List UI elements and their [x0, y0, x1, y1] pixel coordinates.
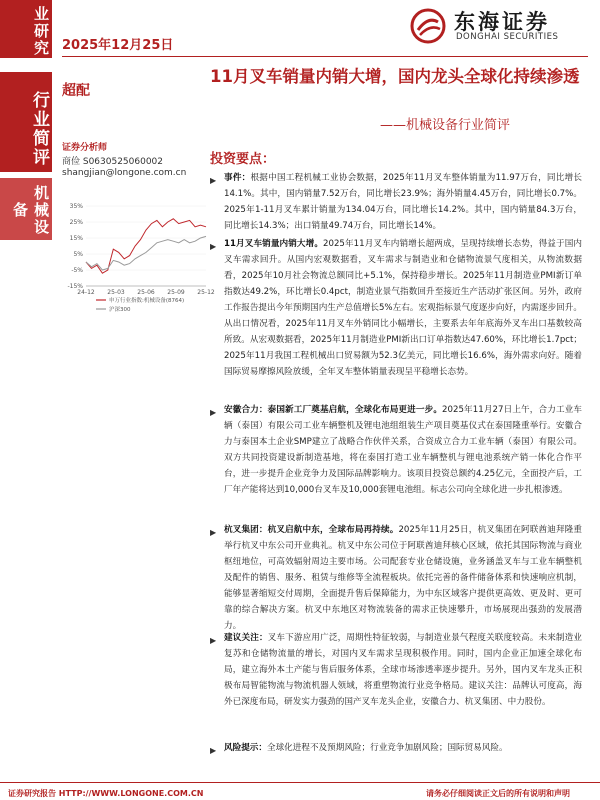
report-subtitle: ——机械设备行业简评	[380, 118, 511, 133]
logo-name-cn: 东海证券	[454, 10, 550, 34]
point-anhui-heli-bold: 安徽合力：泰国新工厂奠基启航，全球化布局更进一步。	[224, 405, 443, 415]
report-date: 2025年12月25日	[62, 38, 174, 53]
bullet-icon: ▶	[210, 242, 217, 251]
industry-rating: 超配	[62, 83, 90, 99]
bullet-icon: ▶	[210, 528, 217, 537]
strip-mid-text: 行业简评	[29, 91, 49, 167]
y-tick-label: 5%	[73, 251, 83, 258]
point-event	[210, 170, 582, 234]
footer-right: 请务必仔细阅读正文后的所有说明和声明	[426, 789, 570, 798]
point-suggestion	[210, 630, 582, 710]
index-chart-svg	[60, 200, 215, 320]
legend-label: 申万行业指数:机械设备(8764)	[109, 298, 185, 304]
logo-name-en: DONGHAI SECURITIES	[456, 32, 559, 42]
x-tick-label: 25-03	[107, 289, 125, 296]
y-tick-label: 15%	[69, 235, 83, 242]
strip-top-text: 业研究	[32, 5, 50, 57]
bullet-icon: ▶	[210, 636, 217, 645]
y-tick-label: 35%	[69, 203, 83, 210]
company-logo	[410, 4, 595, 46]
point-domestic-sales-bold: 11月叉车销量内销大增。	[224, 239, 324, 249]
y-tick-label: 25%	[69, 219, 83, 226]
section-heading: 投资要点：	[210, 152, 276, 167]
point-risk	[210, 740, 582, 756]
donghai-logo-icon	[410, 8, 446, 44]
bullet-icon: ▶	[210, 408, 217, 417]
point-event-text: 根据中国工程机械工业协会数据，2025年11月叉车整体销量为11.97万台，同比增长14.1%。其中，国内销量7.52万台，同比增长23.9%；海外销量4.45万台，同比增长0.7%。2025年1-11月叉车累计销量为134.04万台，同比增长14.2%。其中，国内销量84.3万台，同比增长14.3%；出口销量49.74万台，同比增长14%。	[224, 173, 582, 231]
strip-low-text: 机械设备	[11, 184, 50, 236]
x-tick-label: 25-09	[167, 289, 185, 296]
series-line-1	[86, 236, 206, 270]
point-suggestion-text: 叉车下游应用广泛，周期性特征较弱，与制造业景气程度关联度较高。未来制造业复苏和仓储物流量的增长，对国内叉车需求呈现积极作用。同时，国内企业正加速全球化布局，建立海外本土产能与售后服务体系，全球市场渗透率逐步提升。另外，国内叉车龙头正积极布局智能物流与物流机器人领域，将重塑物流行业竞争格局。建议关注：品牌认可度高，海外已深度布局，研发实力强劲的国产叉车龙头企业，安徽合力、杭叉集团、中力股份。	[224, 633, 582, 707]
point-risk-text: 全球化进程不及预期风险；行业竞争加剧风险；国际贸易风险。	[266, 743, 508, 753]
footer-divider	[0, 782, 600, 783]
point-event-bold: 事件：	[224, 173, 251, 183]
x-tick-label: 25-12	[197, 289, 215, 296]
left-vertical-strip	[0, 0, 52, 800]
x-tick-label: 24-12	[77, 289, 95, 296]
point-anhui-heli	[210, 402, 582, 498]
index-chart	[60, 200, 215, 320]
y-tick-label: -5%	[71, 267, 83, 274]
legend-label: 沪深300	[109, 307, 131, 313]
analyst-heading: 证券分析师	[62, 143, 108, 153]
analyst-name: 商俭 S0630525060002	[62, 157, 164, 167]
bullet-icon: ▶	[210, 746, 217, 755]
analyst-email: shangjian@longone.com.cn	[62, 168, 187, 178]
point-hangcha-bold: 杭叉集团：杭叉启航中东，全球布局再持续。	[224, 525, 399, 535]
point-anhui-heli-text: 2025年11月27日上午，合力工业车辆（泰国）有限公司工业车辆整机及锂电池组组装生产项目奠基仪式在泰国隆重举行。安徽合力与泰国本土企业SMP建立了战略合作伙伴关系，合资成立合力工业车辆（泰国）有限公司。双方共同投资建设新制造基地，将在泰国打造工业车辆整机与锂电池系统产销一体化合作平台，进一步提升企业竞争力及国际品牌影响力。该项目投资总额约4.25亿元，全面投产后，工厂年产能将达到10,000台叉车及10,000套锂电池组。标志公司向全球化进一步扎根渗透。	[224, 405, 582, 495]
footer-left: 证券研究报告 HTTP://WWW.LONGONE.COM.CN	[8, 789, 204, 798]
series-line-0	[86, 219, 206, 273]
header-divider	[62, 56, 588, 57]
point-suggestion-bold: 建议关注：	[224, 633, 268, 643]
point-hangcha-text: 2025年11月25日，杭叉集团在阿联酋迪拜隆重举行杭叉中东公司开业典礼。杭叉中东公司位于阿联酋迪拜核心区域，依托其国际物流与商业枢纽地位，可高效辐射周边主要市场。公司配套专业仓储设施，业务涵盖叉车与工业车辆整机及配件的销售、服务、租赁与维修等全流程板块。依托完善的备件储备体系和快速响应机制，能够显著缩短交付周期，全面提升售后保障能力，为中东区域客户提供更高效、更及时、更可靠的综合解决方案。杭叉中东地区对物流装备的需求正快速攀升，市场展现出强劲的发展潜力。	[224, 525, 582, 631]
point-domestic-sales	[210, 236, 582, 380]
bullet-icon: ▶	[210, 176, 217, 185]
x-tick-label: 25-06	[137, 289, 155, 296]
y-tick-label: -15%	[67, 283, 83, 290]
report-title: 11月叉车销量内销大增，国内龙头全球化持续渗透	[210, 67, 580, 86]
point-hangcha	[210, 522, 582, 634]
point-domestic-sales-text: 2025年11月叉车内销增长超两成，呈现持续增长态势，得益于国内叉车需求回升。从国内宏观数据看，叉车需求与制造业和仓储物流景气度相关，从物流数据看，2025年10月社会物流总额同比+5.1%，保持稳步增长。2025年11月制造业PMI新订单指数达49.2%，环比增长0.4pct，制造业景气指数回升至接近生产活动扩张区间。另外，政府工作报告提出今年预期国内生产总值增长5%左右。宏观指标景气度逐步向好，内需逐步回升。从出口情况看，2025年11月叉车外销同比小幅增长，主要系去年年底海外叉车出口基数较高所致。从宏观数据看，2025年11月制造业PMI新出口订单指数达47.60%，环比增长1.7pct；2025年11月我国工程机械出口贸易额为52.3亿美元，同比增长16.6%，海外需求向好。随着国际贸易摩擦风险放缓，全年叉车整体销量表现呈平稳增长态势。	[224, 239, 582, 377]
point-risk-bold: 风险提示：	[224, 743, 267, 753]
